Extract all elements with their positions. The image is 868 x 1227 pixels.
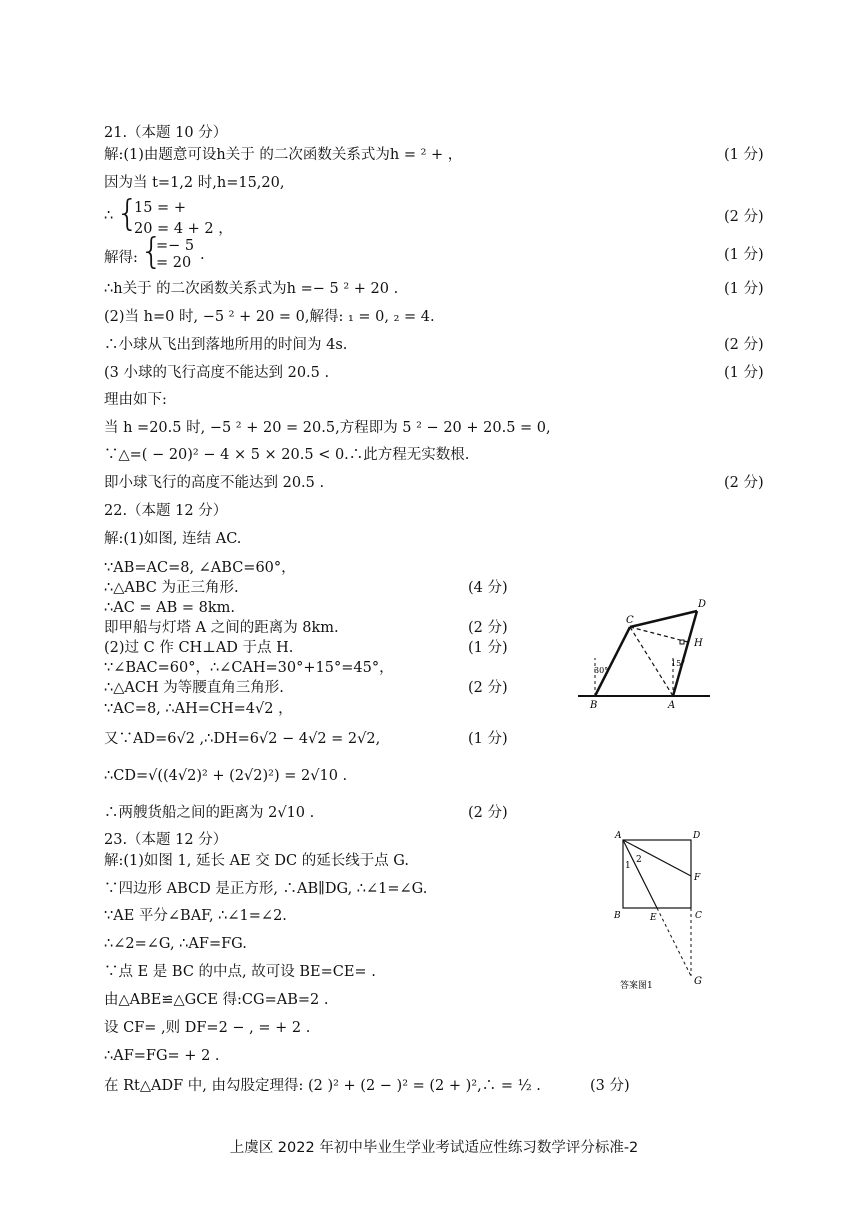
q22-line-12: ∴两艘货船之间的距离为 2√10 . xyxy=(104,805,315,821)
q23-line-8: ∴AF=FG= + 2 . xyxy=(104,1048,220,1064)
segment-DA xyxy=(673,611,697,696)
q22-line-8: ∴△ACH 为等腰直角三角形. xyxy=(104,680,284,696)
q21-line-5: (2)当 h=0 时, −5 ² + 20 = 0,解得: ₁ = 0, ₂ = 4. xyxy=(104,309,435,325)
q23-line-2: ∵四边形 ABCD 是正方形, ∴AB∥DG, ∴∠1=∠G. xyxy=(104,881,428,897)
q22-score-5: (2 分) xyxy=(468,620,508,636)
label-C: C xyxy=(626,615,634,626)
label-B: B xyxy=(590,700,598,711)
segment-CD xyxy=(630,611,697,627)
angle-15: 15° xyxy=(671,659,686,668)
square-ABCD xyxy=(623,840,691,908)
page-footer: 上虞区 2022 年初中毕业生学业考试适应性练习数学评分标准-2 xyxy=(229,1140,639,1156)
q21-score-7: (1 分) xyxy=(724,365,764,381)
segment-AF xyxy=(623,840,691,876)
q23-line-3: ∵AE 平分∠BAF, ∴∠1=∠2. xyxy=(104,908,287,924)
label-B: B xyxy=(614,911,621,921)
label-F: F xyxy=(694,873,701,883)
q21-line-7: (3 小球的飞行高度不能达到 20.5 . xyxy=(104,365,330,381)
q22-line-10: 又∵AD=6√2 ,∴DH=6√2 − 4√2 = 2√2, xyxy=(104,731,381,747)
left-brace: { xyxy=(116,193,139,234)
angle-30: 30° xyxy=(594,666,609,675)
q22-score-8: (2 分) xyxy=(468,680,508,696)
q22-line-7: ∵∠BAC=60°，∴∠CAH=30°+15°=45°， xyxy=(104,660,394,676)
q22-line-2: ∵AB=AC=8, ∠ABC=60°， xyxy=(104,560,296,576)
q22-line-5: 即甲船与灯塔 A 之间的距离为 8km. xyxy=(104,620,339,636)
q23-figure xyxy=(608,826,712,996)
angle-2: 2 xyxy=(636,855,642,865)
q22-line-1: 解:(1)如图, 连结 AC. xyxy=(104,531,242,547)
label-C: C xyxy=(695,911,702,921)
therefore-symbol: ∴ xyxy=(104,208,114,224)
angle-1: 1 xyxy=(625,861,631,871)
q21-sys1-eq-b: 20 = 4 + 2 ， xyxy=(134,221,233,237)
q23-line-5: ∵点 E 是 BC 的中点, 故可设 BE=CE= . xyxy=(104,964,376,980)
q21-line-11: 即小球飞行的高度不能达到 20.5 . xyxy=(104,475,325,491)
label-D: D xyxy=(698,599,707,610)
q21-line-6: ∴小球从飞出到落地所用的时间为 4s. xyxy=(104,337,348,353)
q23-line-7: 设 CF= ,则 DF=2 − , = + 2 . xyxy=(104,1020,311,1036)
label-A: A xyxy=(615,831,622,841)
q22-figure xyxy=(570,596,720,714)
q21-score-4: (1 分) xyxy=(724,281,764,297)
figure-caption: 答案图1 xyxy=(620,981,653,991)
q22-line-9: ∵AC=8, ∴AH=CH=4√2 ， xyxy=(104,701,293,717)
segment-BC xyxy=(595,627,630,696)
q21-line-9: 当 h =20.5 时, −5 ² + 20 = 20.5,方程即为 5 ² − 20 + 20.5 = 0, xyxy=(104,420,551,436)
q22-line-3: ∴△ABC 为正三角形. xyxy=(104,580,239,596)
q21-line-1: 解:(1)由题意可设h关于 的二次函数关系式为h = ² + ， xyxy=(104,147,463,163)
solve-label: 解得: xyxy=(104,250,138,266)
q22-score-6: (1 分) xyxy=(468,640,508,656)
q21-line-4: ∴h关于 的二次函数关系式为h =− 5 ² + 20 . xyxy=(104,281,399,297)
q22-line-4: ∴AC = AB = 8km. xyxy=(104,600,236,616)
q23-line-9: 在 Rt△ADF 中, 由勾股定理得: (2 )² + (2 − )² = (2 + )²,∴ = ½ . xyxy=(104,1078,541,1094)
q21-sys2-eq-a: =− 5 xyxy=(156,238,195,254)
q22-line-11: ∴CD=√((4√2)² + (2√2)²) = 2√10 . xyxy=(104,768,348,784)
q21-score-1: (1 分) xyxy=(724,147,764,163)
q21-sys2-eq-b: = 20 xyxy=(156,255,192,271)
q23-line-1: 解:(1)如图 1, 延长 AE 交 DC 的延长线于点 G. xyxy=(104,853,409,869)
segment-AE xyxy=(623,840,657,908)
label-E: E xyxy=(650,913,657,923)
q21-score-2: (2 分) xyxy=(724,209,764,225)
q22-header: 22.（本题 12 分） xyxy=(104,503,228,519)
label-A: A xyxy=(668,700,676,711)
q21-score-6: (2 分) xyxy=(724,337,764,353)
q22-score-3: (4 分) xyxy=(468,580,508,596)
segment-CH xyxy=(630,627,688,642)
q23-line-4: ∴∠2=∠G, ∴AF=FG. xyxy=(104,936,247,952)
q21-line-2: 因为当 t=1,2 时,h=15,20, xyxy=(104,175,285,191)
extension-EG xyxy=(657,908,691,976)
q21-score-3: (1 分) xyxy=(724,247,764,263)
q22-line-6: (2)过 C 作 CH⊥AD 于点 H. xyxy=(104,640,294,656)
q21-score-11: (2 分) xyxy=(724,475,764,491)
q22-score-12: (2 分) xyxy=(468,805,508,821)
q23-score-9: (3 分) xyxy=(590,1078,630,1094)
q21-line-10: ∵△=( − 20)² − 4 × 5 × 20.5 < 0.∴此方程无实数根. xyxy=(104,447,470,463)
q22-score-10: (1 分) xyxy=(468,731,508,747)
segment-CA xyxy=(630,627,673,696)
q21-sys1-eq-a: 15 = + xyxy=(134,200,186,216)
q23-line-6: 由△ABE≌△GCE 得:CG=AB=2 . xyxy=(104,992,329,1008)
label-G: G xyxy=(694,976,702,987)
q21-line-8: 理由如下: xyxy=(104,392,167,408)
q21-header: 21.（本题 10 分） xyxy=(104,125,228,141)
left-brace: { xyxy=(140,231,163,272)
period: . xyxy=(200,247,205,263)
label-H: H xyxy=(694,638,703,649)
q23-header: 23.（本题 12 分） xyxy=(104,832,228,848)
label-D: D xyxy=(693,831,701,841)
